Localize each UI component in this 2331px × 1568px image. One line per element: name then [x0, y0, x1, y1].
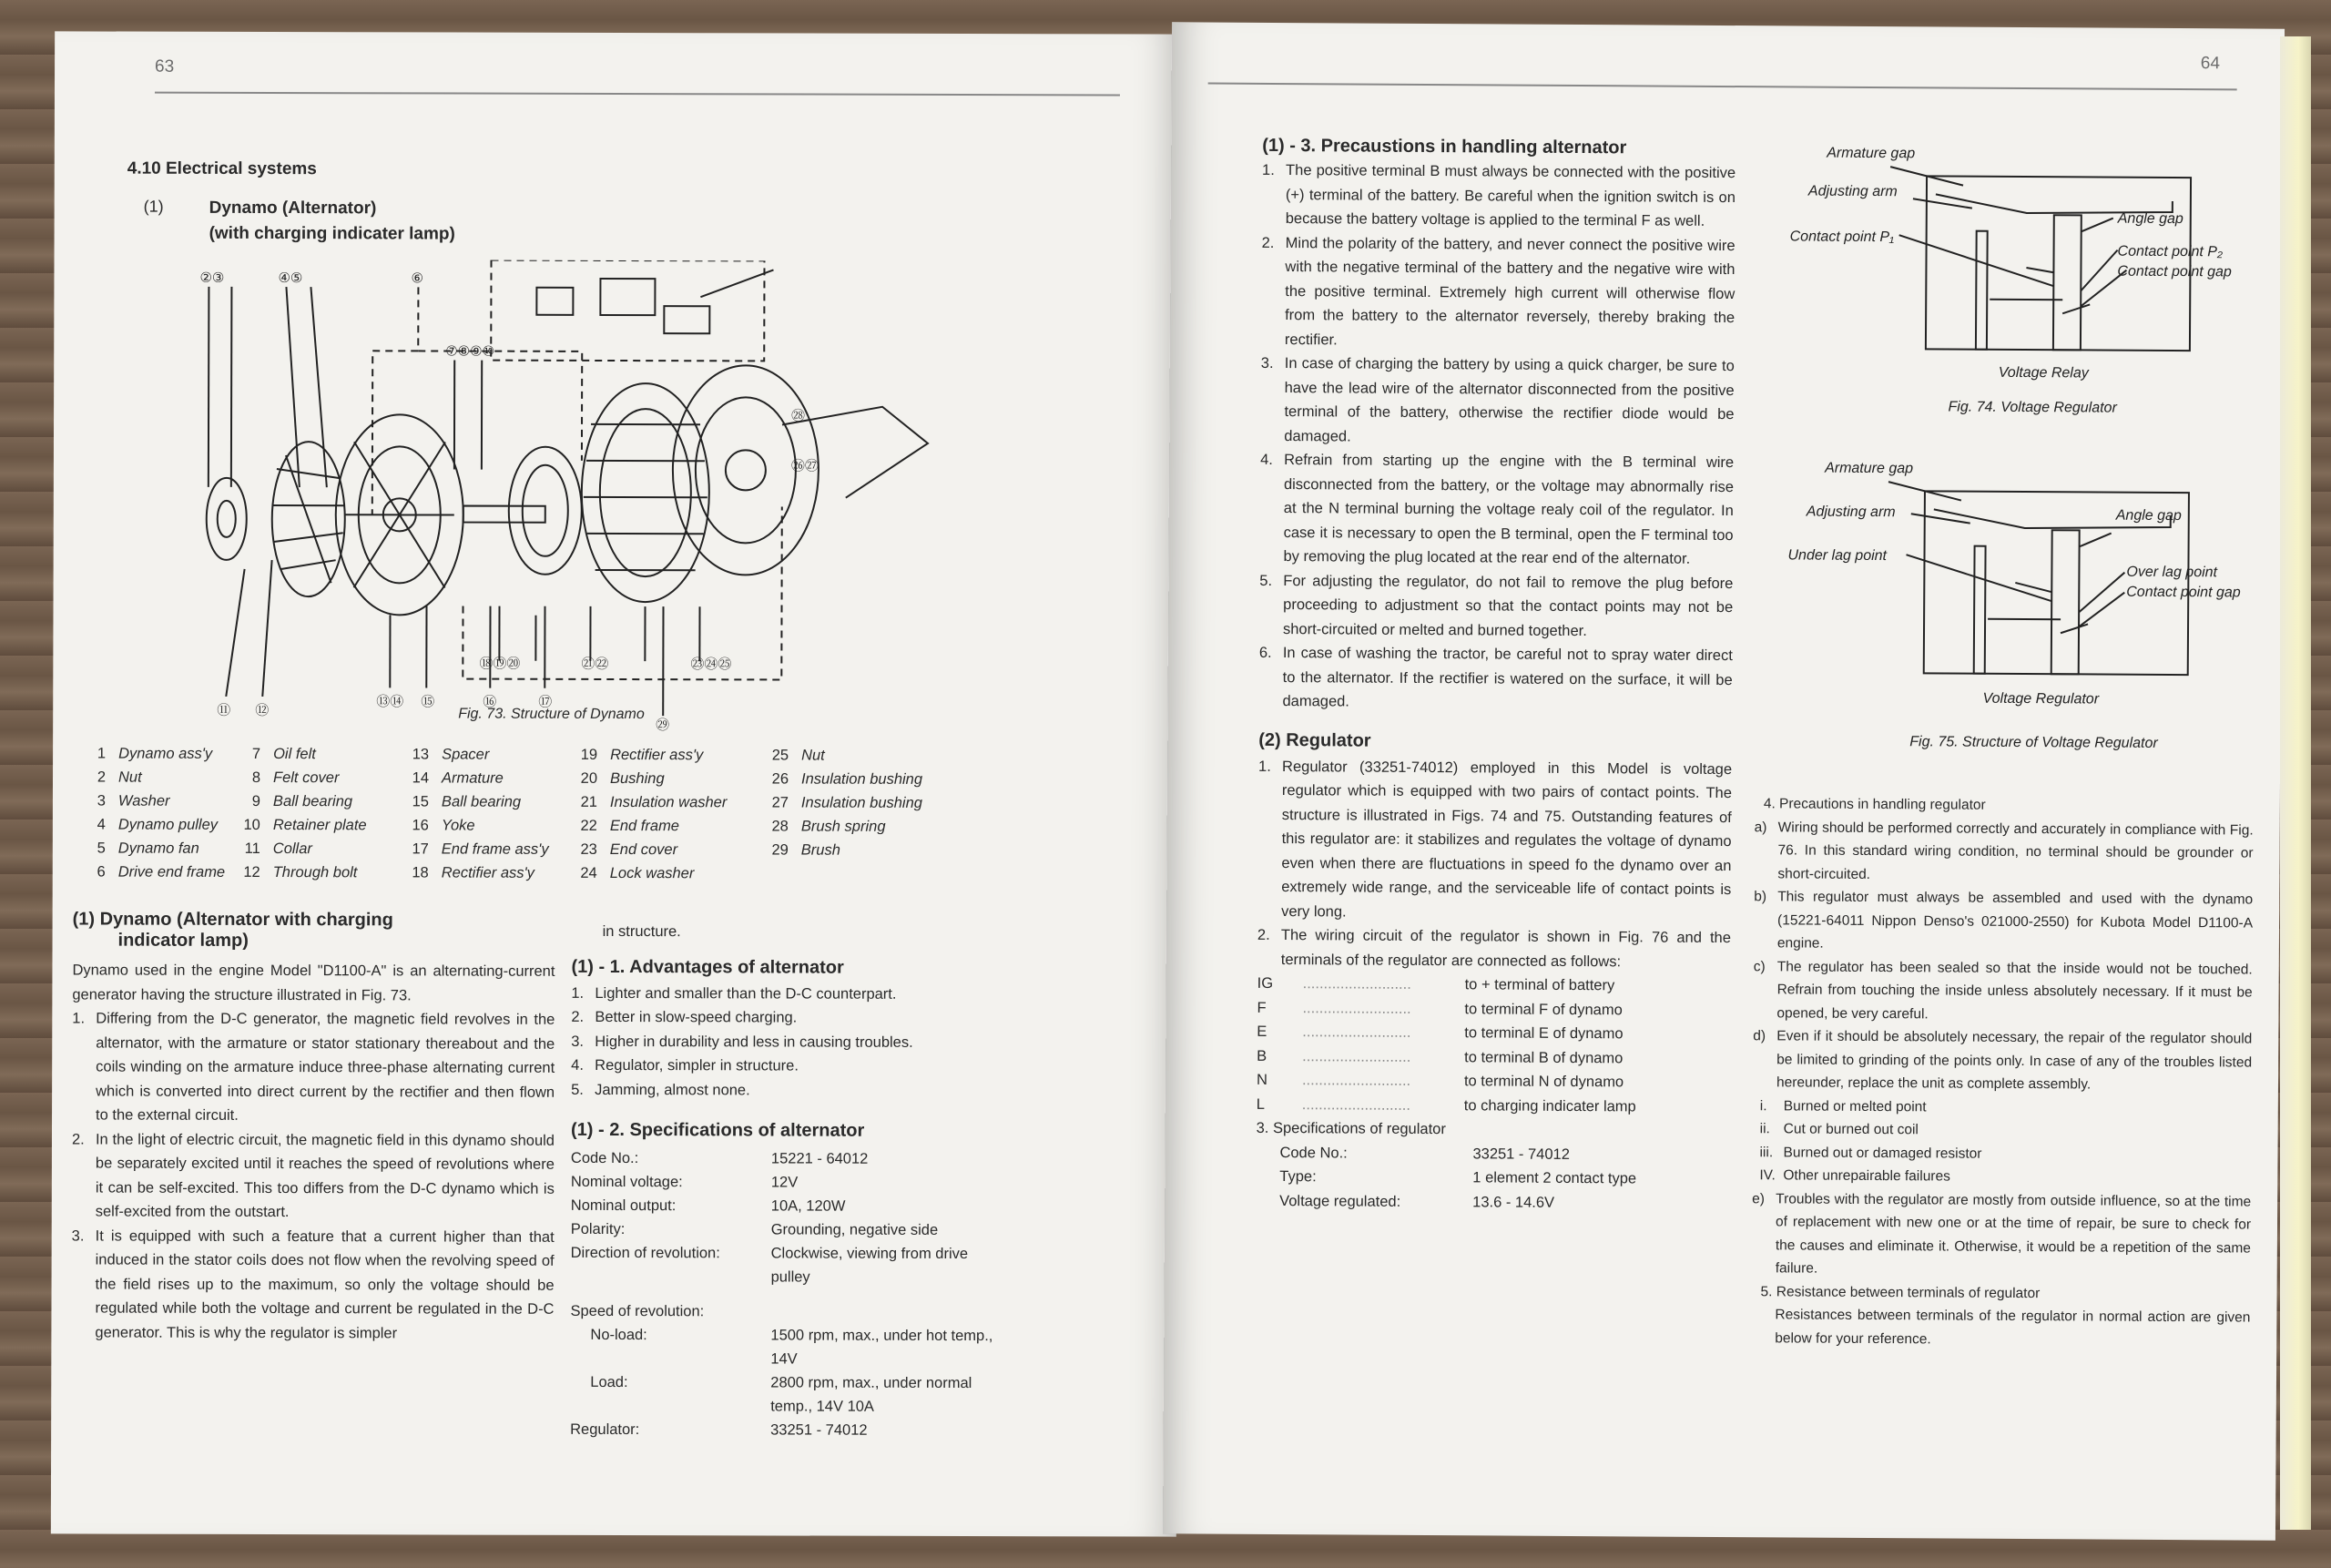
spec-key: Voltage regulated:: [1279, 1192, 1401, 1210]
list-number: 4.: [1260, 451, 1273, 468]
diagram-label: Adjusting arm: [1806, 504, 1896, 521]
subsection-title-line2: (with charging indicater lamp): [209, 223, 455, 244]
diagram-label: Contact point gap: [2117, 263, 2232, 280]
part-number: 23: [580, 840, 597, 858]
list-text: Troubles with the regulator are mostly from outside influence, so at the time of replacement with new one or at the time of repair, be sure to check for the causes and eliminate it. Otherwise, it would be a repetition of the same failure.: [1775, 1190, 2252, 1277]
part-name: End frame: [609, 817, 680, 835]
callout-label: ⑯: [483, 694, 497, 710]
callout-label: ⑬⑭: [376, 694, 404, 710]
reg-spec-row: [1256, 1140, 1729, 1167]
list-number: i.: [1759, 1097, 1767, 1114]
part-name: Nut: [117, 769, 142, 786]
list-text: The regulator has been sealed so that the inside would not be touched. Refrain from touching the inside unless absolutely necessary. If it must be opened, be very careful.: [1776, 958, 2253, 1022]
header-rule: [155, 92, 1120, 97]
spec-key: Load:: [590, 1373, 628, 1391]
spec-value: 15221 - 64012: [770, 1150, 869, 1167]
callout-label: ㉙: [656, 718, 670, 734]
resistance-text: Resistances between terminals of the regulator in normal action are given below for your reference.: [1775, 1307, 2251, 1347]
part-number: 15: [412, 793, 429, 810]
terminal-key: N: [1256, 1071, 1267, 1088]
part-name: Ball bearing: [441, 793, 522, 810]
terminal-row: N .......................... to terminal N of dynamo: [1257, 1068, 1730, 1095]
left-page: [51, 31, 1180, 1536]
diagram-label: Armature gap: [1825, 460, 1914, 477]
subsection-title-line1: Dynamo (Alternator): [209, 198, 377, 219]
part-number: 3: [97, 792, 106, 809]
list-number: 1.: [571, 984, 585, 1002]
spec-row: [570, 1370, 1080, 1419]
list-number: 5.: [571, 1081, 584, 1098]
part-name: Washer: [117, 792, 170, 809]
spec-value: 10A, 120W: [770, 1197, 846, 1215]
spec-value: Clockwise, viewing from drive pulley: [770, 1245, 969, 1286]
part-name: Dynamo fan: [117, 840, 199, 857]
list-text: In case of washing the tractor, be careful not to spray water direct to the alternator. If the rectifier is watered on the surface, it will be damaged.: [1282, 645, 1733, 710]
part-name: Insulation washer: [609, 793, 728, 811]
spec-key: No-load:: [590, 1326, 647, 1344]
list-item: [1257, 923, 1731, 974]
list-text: Differing from the D-C generator, the magnetic field revolves in the alternator, with the armature or stator stationary thereabout and the coils winding on the armature induce three-phase alternating current which is converted into direct current by the rectifier and then flown to the external circuit.: [96, 1010, 555, 1124]
part-number: 14: [412, 769, 430, 787]
list-item: [1754, 885, 2253, 958]
subsection-title: [209, 196, 455, 248]
list-text: Other unrepairable failures: [1783, 1167, 1950, 1185]
list-item: [571, 1029, 1081, 1054]
part-name: Retainer plate: [272, 817, 367, 834]
list-number: ii.: [1759, 1121, 1770, 1137]
resistance-heading: 5. Resistance between terminals of regulator: [1760, 1283, 2041, 1301]
callout-label: ⑰: [538, 694, 553, 710]
callout-label: ㉘: [791, 408, 806, 424]
part-name: Yoke: [441, 817, 475, 834]
terminal-key: B: [1257, 1047, 1267, 1064]
list-number: IV.: [1759, 1167, 1776, 1184]
terminal-row: B .......................... to terminal B of dynamo: [1257, 1044, 1730, 1071]
part-number: 6: [97, 863, 106, 881]
list-item: [1262, 158, 1736, 234]
list-text: In the light of electric circuit, the magnetic field in this dynamo should be separately excited until it reaches the speed of revolutions where it can be self-excited. This too differs from the D-C dynamo which is self-excited from the outstart.: [95, 1131, 555, 1221]
list-text: The positive terminal B must always be connected with the positive (+) terminal of the battery. Be careful when the ignition switch is on because the battery voltage is applied to the terminal F as well.: [1285, 162, 1736, 229]
terminal-key: E: [1257, 1023, 1267, 1040]
part-number: 27: [771, 794, 789, 811]
precautions-heading: (1) - 3. Precaustions in handling alternator: [1262, 135, 1627, 158]
terminal-connections: [1256, 972, 1731, 1216]
part-number: 26: [771, 770, 789, 788]
part-name: End cover: [609, 840, 678, 859]
list-number: 2.: [1257, 926, 1270, 943]
spec-row: [571, 1170, 1081, 1195]
part-name: Nut: [801, 747, 825, 764]
spec-row: [570, 1418, 1080, 1442]
part-number: 24: [580, 864, 597, 881]
list-text: Wiring should be performed correctly and accurately in compliance with Fig. 76. In this standard wiring condition, no terminal should be grounder or short-circuited.: [1777, 819, 2254, 882]
list-number: e): [1752, 1190, 1766, 1207]
list-text: Refrain from starting up the engine with the B terminal wire disconnected from the battery, or the voltage may abnormally rise at the N terminal burning the voltage realy coil of the regulator. In case it is necessary to open the B terminal, open the F terminal too by removing the plug located at the rear end of the alternator.: [1283, 452, 1735, 567]
spec-key: Code No.:: [570, 1149, 639, 1167]
spec-value: 1 element 2 contact type: [1472, 1169, 1637, 1187]
part-name: End frame ass'y: [441, 840, 549, 858]
spec-key: Type:: [1279, 1168, 1317, 1186]
spec-value: 13.6 - 14.6V: [1472, 1193, 1555, 1211]
spec-key: Nominal output:: [570, 1196, 677, 1215]
part-name: Dynamo ass'y: [118, 745, 213, 762]
handling-list: [1753, 816, 2254, 1097]
callout-label: ④⑤: [278, 270, 303, 287]
list-number: 1.: [1262, 161, 1275, 178]
terminal-value: to charging indicater lamp: [1463, 1096, 1636, 1115]
spec-key: Nominal voltage:: [570, 1173, 683, 1191]
list-item: [571, 1054, 1081, 1079]
intro-paragraph: Dynamo used in the engine Model "D1100-A" is an alternating-current generator having the structure illustrated in Fig. 73.: [72, 962, 555, 1003]
right-column-1: [1256, 136, 1736, 1216]
part-name: Dynamo pulley: [117, 816, 219, 833]
regulator-heading: (2) Regulator: [1258, 729, 1371, 751]
spec-key: Code No.:: [1279, 1144, 1348, 1161]
part-number: 8: [251, 769, 261, 786]
regulator-spec-label: 3. Specifications of regulator: [1256, 1119, 1446, 1138]
part-number: 13: [412, 746, 430, 763]
part-name: Rectifier ass'y: [441, 864, 534, 881]
diagram-label: Contact point gap: [2126, 584, 2241, 601]
list-text: Burned out or damaged resistor: [1783, 1144, 1982, 1162]
list-text: It is equipped with such a feature that a current higher than that induced in the stator coils does not flow when the revolving speed of the field rises up to the maximum, so only the voltage should be regulated while both the voltage and current be regulated in the D-C generator. This is why the regulator is simpler: [95, 1227, 555, 1341]
diagram-subcaption: Voltage Regulator: [1982, 690, 2100, 708]
list-item: [571, 981, 1081, 1006]
part-number: 12: [243, 863, 260, 881]
list-number: 3.: [571, 1033, 585, 1050]
list-text: For adjusting the regulator, do not fail to remove the plug before proceeding to adjustment so that the contact points may not be short-circuited or melted and burned together.: [1282, 572, 1734, 639]
part-number: 10: [243, 816, 260, 833]
advantages-heading: (1) - 1. Advantages of alternator: [571, 956, 844, 978]
part-number: 5: [97, 840, 106, 857]
list-number: iii.: [1759, 1144, 1774, 1160]
parts-row: [80, 789, 922, 814]
section-heading: 4.10 Electrical systems: [127, 158, 317, 179]
part-name: Lock washer: [609, 864, 695, 882]
voltage-relay-diagram: [1752, 138, 2264, 469]
left-column-1: [71, 909, 555, 1345]
callout-label: ⑮: [421, 694, 435, 710]
part-number: 16: [412, 817, 429, 834]
list-text: Mind the polarity of the battery, and never connect the positive wire with the negative terminal of the battery and the negative wire with the positive terminal. Extremely high current will otherwise flow from the battery to the alternator reversely, thereby braking the rectifier.: [1284, 234, 1736, 348]
diagram-label: Angle gap: [2115, 507, 2182, 524]
list-item: [1260, 351, 1735, 451]
list-item: [571, 1077, 1081, 1103]
part-name: Drive end frame: [117, 863, 226, 881]
handling-heading: 4. Precautions in handling regulator: [1763, 796, 1986, 813]
part-number: 22: [580, 817, 597, 834]
list-text: In case of charging the battery by using a quick charger, be sure to have the lead wire of the alternator disconnected from the positive terminal of the battery, otherwise the rectifier diode would be damaged.: [1284, 355, 1735, 444]
part-number: 21: [580, 793, 597, 810]
part-name: Armature: [441, 769, 504, 787]
part-name: Through bolt: [272, 864, 358, 881]
alternator-points-list: [71, 1006, 555, 1345]
spec-value: Grounding, negative side: [770, 1221, 939, 1238]
list-text: Lighter and smaller than the D-C counterpart.: [595, 984, 897, 1003]
list-text: Burned or melted point: [1783, 1097, 1927, 1115]
specifications-table: [570, 1146, 1081, 1442]
part-number: 29: [771, 841, 789, 859]
part-number: 9: [251, 792, 260, 809]
list-item: [1760, 1117, 2252, 1144]
list-text: Better in slow-speed charging.: [595, 1008, 798, 1026]
list-item: [571, 1005, 1081, 1031]
part-number: 2: [97, 769, 107, 786]
terminal-value: to + terminal of battery: [1464, 976, 1615, 994]
list-item: [1754, 816, 2253, 889]
callout-label: ㉓㉔㉕: [690, 657, 732, 673]
spec-value: 1500 rpm, max., under hot temp., 14V: [770, 1327, 993, 1368]
spec-row: [571, 1241, 1081, 1289]
list-item: [71, 1224, 554, 1346]
callout-label: ⑥: [411, 270, 423, 287]
reg-spec-row: [1256, 1188, 1729, 1216]
page-edge: [2280, 36, 2311, 1530]
speed-label: Speed of revolution:: [570, 1302, 705, 1320]
specifications-heading: (1) - 2. Specifications of alternator: [570, 1119, 865, 1141]
callout-label: ㉑㉒: [581, 656, 609, 672]
part-name: Felt cover: [272, 769, 340, 787]
diagram-subcaption: Voltage Relay: [1998, 364, 2089, 382]
diagram-label: Over lag point: [2126, 564, 2218, 581]
list-number: d): [1753, 1028, 1766, 1044]
part-number: 18: [412, 864, 429, 881]
part-name: Brush: [800, 841, 840, 859]
troubles-list: [1752, 1095, 2252, 1190]
part-number: 20: [580, 769, 598, 787]
list-number: 2.: [571, 1008, 585, 1025]
list-item: [1760, 1095, 2252, 1121]
terminal-row: E .......................... to terminal E of dynamo: [1257, 1020, 1730, 1047]
terminal-key: L: [1256, 1095, 1266, 1113]
terminal-value: to terminal B of dynamo: [1464, 1048, 1624, 1066]
spec-row: [571, 1194, 1081, 1218]
precautions-list: [1258, 158, 1736, 717]
part-number: 7: [251, 745, 261, 762]
list-text: Regulator, simpler in structure.: [595, 1056, 799, 1074]
callout-label: ⑪: [217, 702, 231, 718]
part-name: Spacer: [442, 746, 490, 763]
callout-label: ⑱⑲⑳: [479, 656, 521, 672]
diagram-label: Armature gap: [1827, 145, 1916, 162]
part-number: 19: [580, 746, 598, 763]
list-item: [1259, 568, 1733, 644]
list-item: [1258, 641, 1732, 717]
list-number: 1.: [1258, 758, 1271, 775]
figure-caption: Fig. 74. Voltage Regulator: [1948, 399, 2117, 416]
list-item: [72, 1006, 555, 1128]
terminal-value: to terminal E of dynamo: [1464, 1024, 1624, 1043]
part-name: Ball bearing: [272, 793, 353, 810]
spec-key: Direction of revolution:: [570, 1244, 720, 1262]
regulator-list: [1257, 754, 1732, 974]
spec-key: Regulator:: [570, 1420, 640, 1439]
advantages-list: [571, 981, 1081, 1103]
terminal-row: L .......................... to charging indicater lamp: [1257, 1092, 1730, 1119]
list-item: [1752, 1187, 2252, 1283]
reg-spec-row: [1256, 1165, 1729, 1192]
list-number: 2.: [1261, 234, 1275, 251]
parts-row: [80, 765, 922, 790]
part-number: 1: [97, 745, 107, 762]
list-item: [1759, 1164, 2251, 1190]
list-text: Cut or burned out coil: [1783, 1121, 1919, 1138]
parts-row: [80, 741, 922, 767]
list-number: 5.: [1259, 572, 1273, 589]
spec-value: 33251 - 74012: [1472, 1145, 1570, 1163]
terminal-row: IG .......................... to + terminal of battery: [1257, 972, 1731, 999]
list-item: [1753, 955, 2252, 1028]
parts-list: [80, 741, 922, 885]
part-name: Insulation bushing: [800, 794, 922, 811]
list-number: c): [1753, 958, 1766, 974]
left-column-2: [570, 920, 1081, 1442]
right-column-2: [1751, 792, 2254, 1352]
spec-value: 12V: [770, 1174, 799, 1191]
terminal-row: F .......................... to terminal F of dynamo: [1257, 995, 1730, 1023]
list-number: 2.: [71, 1130, 85, 1147]
diagram-label: Contact point P₂: [2117, 243, 2224, 260]
diagram-label: Contact point P₁: [1789, 229, 1895, 246]
callout-label: ⑫: [255, 702, 270, 719]
spec-row: [570, 1323, 1080, 1371]
list-text: Higher in durability and less in causing troubles.: [595, 1033, 913, 1051]
list-text: Even if it should be absolutely necessary, the repair of the regulator should be limited to grinding of the points only. In case of any of the troubles listed hereunder, replace the unit as complete assembly.: [1776, 1028, 2253, 1093]
header-rule: [1208, 83, 2237, 91]
list-text: Jamming, almost none.: [595, 1081, 750, 1098]
list-number: a): [1754, 819, 1767, 835]
part-name: Brush spring: [800, 818, 886, 835]
terminal-key: F: [1257, 999, 1267, 1016]
terminal-key: IG: [1257, 974, 1274, 992]
list-number: 6.: [1258, 644, 1272, 661]
part-name: Rectifier ass'y: [610, 746, 704, 764]
list-item: [1753, 1024, 2252, 1097]
figure-caption: Fig. 73. Structure of Dynamo: [458, 706, 645, 723]
callout-label: ②③: [199, 270, 225, 286]
list-item: [1261, 230, 1736, 354]
list-number: 3.: [1260, 354, 1274, 372]
continued-text: in structure.: [602, 922, 681, 941]
list-text: Regulator (33251-74012) employed in this Model is voltage regulator which is equipped with two pairs of contact points. The structure is illustrated in Figs. 74 and 75. Outstanding features of this regulator are: it stabilizes and regulates the voltage of dynamo even when there are fluctuations in speed fo the dynamo over an extremely wide range, and the serviceable life of contact points is very long.: [1281, 758, 1733, 920]
list-text: This regulator must always be assembled and used with the dynamo (15221-64011 Nippon Denso's 021000-2550) for Kubota Model D1100-A engine.: [1776, 889, 2254, 952]
callout-label: ㉖㉗: [790, 458, 819, 474]
page-number: 64: [2200, 54, 2221, 74]
part-name: Collar: [272, 840, 312, 858]
spec-key: Polarity:: [570, 1220, 626, 1238]
parts-row: [80, 836, 922, 861]
part-number: 28: [771, 818, 789, 835]
column-heading-line1: (1) Dynamo (Alternator with charging: [72, 909, 393, 931]
diagram-label: Adjusting arm: [1807, 183, 1898, 200]
list-item: [1259, 448, 1734, 572]
part-number: 25: [771, 747, 789, 764]
subsection-number: (1): [143, 197, 164, 216]
handling-list-e: [1752, 1187, 2252, 1283]
callout-label: ⑦⑧⑨⑩: [445, 343, 495, 360]
parts-row: [80, 812, 922, 838]
spec-row: [571, 1146, 1081, 1171]
spec-value: 33251 - 74012: [770, 1421, 868, 1439]
part-number: 11: [244, 840, 260, 857]
part-number: 4: [97, 816, 106, 833]
part-name: Insulation bushing: [800, 770, 923, 788]
figure-caption: Fig. 75. Structure of Voltage Regulator: [1909, 734, 2158, 751]
list-number: 1.: [72, 1010, 86, 1027]
list-item: [1257, 754, 1732, 926]
diagram-label: Angle gap: [2117, 210, 2183, 228]
spec-row: [571, 1217, 1081, 1242]
list-number: 3.: [71, 1227, 85, 1244]
spec-value: 2800 rpm, max., under normal temp., 14V 10A: [770, 1374, 972, 1415]
list-number: 4.: [571, 1056, 584, 1074]
list-item: [72, 1127, 555, 1225]
list-number: b): [1754, 889, 1767, 905]
list-item: [1759, 1141, 2251, 1167]
part-name: Bushing: [609, 769, 665, 788]
voltage-regulator-diagram: [1750, 453, 2262, 802]
parts-row: [80, 860, 922, 885]
right-page: [1163, 22, 2285, 1540]
page-number: 63: [155, 56, 175, 76]
list-text: The wiring circuit of the regulator is shown in Fig. 76 and the terminals of the regulator are connected as follows:: [1280, 927, 1732, 970]
column-heading-line2: indicator lamp): [117, 930, 249, 951]
diagram-label: Under lag point: [1787, 547, 1888, 565]
part-number: 17: [412, 840, 429, 858]
dynamo-exploded-drawing: [189, 260, 1010, 735]
terminal-value: to terminal F of dynamo: [1464, 1000, 1623, 1018]
terminal-value: to terminal N of dynamo: [1463, 1073, 1624, 1091]
part-name: Oil felt: [273, 746, 316, 763]
column-heading: [73, 909, 555, 952]
